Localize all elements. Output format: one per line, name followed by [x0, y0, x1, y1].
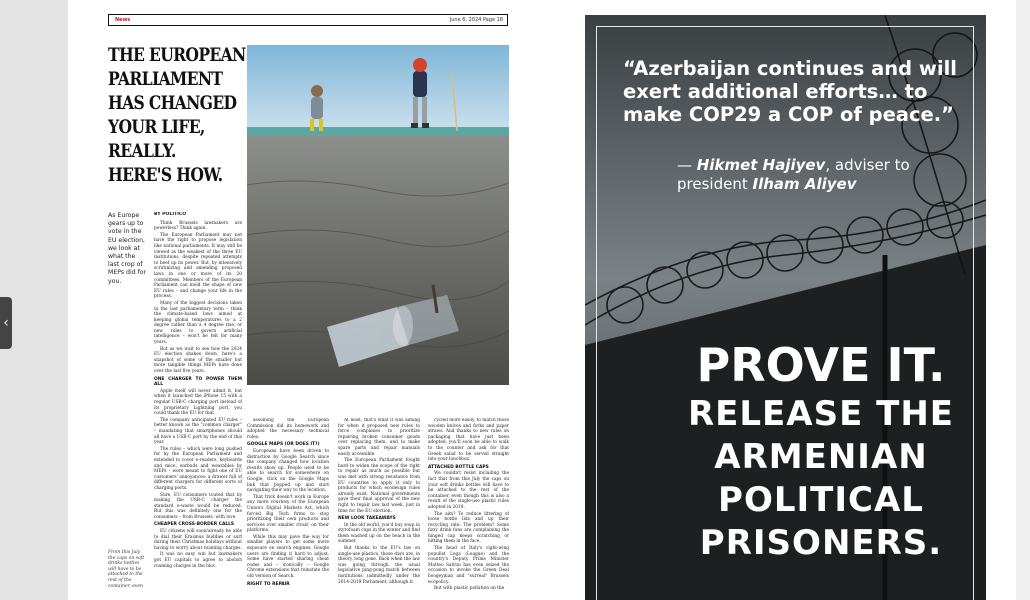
- paragraph: The European Parliament fought hard to widen the scope of the right to repair as much as possible but was met with strong resistance from EU countries to apply it only to products for which ecodesign rules already exist. National governments gave their final approval of the new right to repair law last week, just in time for the EU election.: [338, 458, 420, 514]
- article-column-2: [247, 418, 329, 600]
- paragraph: The company anticipated EU rules – better known as the "common charger" – mandating that smartphones should all have a USB-C port by the end of this year.: [154, 417, 242, 446]
- paragraph: In the old world, you'd buy soup in styrofoam cups in the winter and find them washed up on the beach in the summer.: [338, 522, 420, 545]
- headline-line: YOUR LIFE,: [108, 116, 205, 138]
- article-column-1: [154, 212, 242, 600]
- paragraph: Many of the biggest decisions taken in the last parliamentary term – think the climate-based laws aimed at keeping global temperatures to a 2 degree rather than a 4 degree rise, or new rules to govern artificial intelligence – won't be felt for many years.: [154, 300, 242, 346]
- paragraph: We couldn't resist including the fact that from this July the caps on your soft drinks bottles will have to be attached to the rest of the container, even though this is also a result of the single-use plastic rules adopted in 2019.: [428, 471, 509, 510]
- headline-line: REALLY.: [108, 140, 176, 162]
- paragraph: But as we wait to see how the 2024 EU election shakes down, here's a snapshot of some of the smaller but more tangible things MEPs have done over the last five years.: [154, 346, 242, 375]
- paragraph: But with plastic pollution on the: [434, 586, 505, 592]
- headline-line: THE EUROPEAN: [108, 44, 246, 66]
- paragraph: cycled more easily, to match those wooden knives and forks and paper straws. And thanks to new rules on packaging that have just been adopted, you'll soon be able to walk to the counter and ask for that Greek salad to be served straight into your lunchbox.: [428, 418, 509, 463]
- article-column-3: [338, 418, 420, 600]
- ad-attribution: [677, 156, 977, 194]
- slogan-line-4: POLITICAL: [718, 480, 924, 520]
- paragraph: At least, that's what it was aiming for when it proposed new rules to force companies to prioritize repairing broken consumer goods over replacing them, and to make spare parts and repair manuals easily accessible.: [338, 418, 420, 457]
- ad-quote: “Azerbaijan continues and will exert additional efforts… to make COP29 a COP of peace.”: [623, 57, 957, 126]
- beach-photo: [247, 45, 509, 385]
- attribution-role: , adviser to president: [677, 156, 910, 193]
- byline: BY POLITICO: [154, 212, 187, 217]
- paragraph: assuming the European Commission did its homework and adopted the necessary technical rules.: [247, 418, 329, 440]
- paragraph: The aim? To reduce littering of loose bottle lids and up their recycling rate. The problem? Some fizzy drink fans are complaining the hinged cap keeps scratching or hitting them in the face.: [428, 511, 509, 545]
- headline-line: HAS CHANGED: [108, 92, 237, 114]
- slogan-line-3: ARMENIAN: [714, 437, 928, 477]
- subhead: ATTACHED BOTTLE CAPS: [428, 464, 489, 470]
- viewer-right-margin: [1016, 0, 1030, 600]
- subhead: ONE CHARGER TO POWER THEM ALL: [154, 376, 242, 388]
- newspaper-spread: [68, 0, 1016, 600]
- paragraph: Apple itself will never admit it, but when it launched the iPhone 15 with a regular USB-C charging port instead of its proprietary Lightning port, you could thank the EU for that.: [154, 388, 242, 417]
- attribution-dash: —: [677, 156, 697, 174]
- beach-photo-illustration: [247, 45, 509, 385]
- headline-line: HERE'S HOW.: [108, 164, 223, 186]
- slogan-line-1: PROVE IT.: [696, 338, 946, 392]
- paragraph: Europeans have been driven to distraction by Google Search since the company changed how location results show up. People used to be able to search for somewhere on Google, click on the Google Maps link that popped up and start navigating their way to the location.: [247, 448, 329, 494]
- subhead: NEW LOOK TAKEAWAYS: [338, 516, 396, 522]
- slogan-line-5: PRISONERS.: [699, 523, 943, 563]
- photo-caption: From this July the caps on soft drinks bottles will have to be attached to the rest of the container, even: [108, 550, 145, 589]
- headline-line: PARLIAMENT: [108, 68, 223, 90]
- attribution-name: Hikmet Hajiyev: [696, 156, 826, 174]
- article-column-4: [428, 418, 509, 600]
- slogan-line-2: RELEASE THE: [687, 394, 955, 434]
- section-label: News: [115, 17, 131, 23]
- subhead: RIGHT TO REPAIR: [247, 581, 290, 587]
- paragraph: That trick doesn't work in Europe any more courtesy of the European Union's Digital Markets Act, which forced Big Tech firms to stop prioritizing their own products and services over smaller rivals' on their platforms.: [247, 494, 329, 534]
- page-date: June 6, 2024 Page 18: [449, 17, 503, 23]
- paragraph: The European Parliament may not have the right to propose legislation like national parliaments. It may still be viewed as the weakest of the three EU institutions, despite repeated attempts to beef up its power. But, by intensively scrutinizing and amending proposed laws in one or more of its 20 committees, Members of the European Parliament can mold the shape of new EU rules – and change your life in the process.: [154, 232, 242, 300]
- paragraph: It was no easy win but lawmakers got EU capitals to agree to abolish roaming charges in the bloc.: [154, 552, 242, 569]
- advertisement: [585, 15, 986, 600]
- paragraph: The head of Italy's right-wing populist Lega (League) and the country's Deputy Prime Minister Matteo Salvini has even seized the occasion to invoke the Green Deal boogeyman and "surreal" Brussels ecopolicy.: [428, 546, 509, 585]
- paragraph: Think Brussels lawmakers are powerless? Think again.: [154, 220, 242, 232]
- attribution-name-2: Ilham Aliyev: [752, 175, 857, 193]
- ad-slogan: [671, 337, 971, 565]
- article-headline: [108, 43, 247, 187]
- paragraph: EU citizens will soon/already be able to dial their Erasmus buddies or surf during their Christmas holidays without having to worry about roaming charges.: [154, 529, 242, 551]
- article-deck: As Europe gears up to vote in the EU election, we look at what the last crop of MEPs did for you.: [108, 212, 147, 285]
- chevron-left-icon: ‹: [3, 315, 9, 331]
- paragraph: But thanks to the EU's law on single-use plastics, those days are, in theory, long gone. Back when the law was going through the usual legislative ping-pong match between institutions (admittedly under the 2014-2019 Parliament, although it: [338, 546, 420, 585]
- page-header: [108, 14, 508, 26]
- previous-page-button[interactable]: [0, 297, 12, 349]
- paragraph: Sure, EU consumers touted that by making the USB-C charger the standard e-waste would be reduced. But this was definitely one for the consumers – from Brussels, with love.: [154, 492, 242, 520]
- paragraph: The rules – which were long pushed for by the European Parliament and extended to cover e-readers, keyboards and mice, earbuds and wearables by MEPs – were meant to fight one of EU customers' annoyances: a drawer full of different chargers for different sorts of charging ports.: [154, 446, 242, 491]
- subhead: CHEAPER CROSS-BORDER CALLS: [154, 522, 235, 528]
- paragraph: While this may pave the way for smaller players to get some more exposure on search engines, Google users are finding it hard to adjust. Some have started sharing cheat codes and – ironically – Google Chrome extensions that reinstate the old version of Search.: [247, 534, 329, 580]
- subhead: GOOGLE MAPS (OR DOES IT?): [247, 442, 320, 448]
